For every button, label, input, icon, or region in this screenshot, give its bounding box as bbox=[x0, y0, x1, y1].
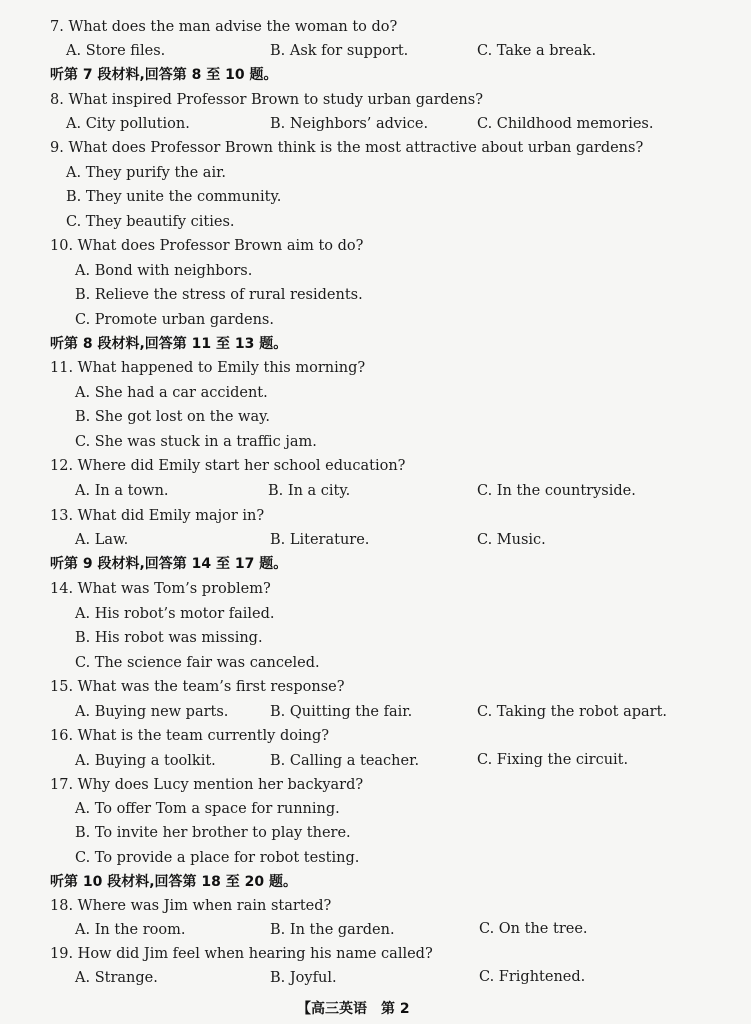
q19-question: 19. How did Jim feel when hearing his name called? bbox=[50, 946, 433, 962]
q16-option-a: A. Buying a toolkit. bbox=[75, 753, 216, 769]
q12-option-c: C. In the countryside. bbox=[477, 483, 636, 499]
q15-option-b: B. Quitting the fair. bbox=[270, 704, 413, 720]
q17-option-b: B. To invite her brother to play there. bbox=[75, 825, 351, 841]
q18-option-b: B. In the garden. bbox=[270, 922, 395, 938]
q16-option-b: B. Calling a teacher. bbox=[270, 753, 420, 769]
page-footer: 【高三英语 第 2 bbox=[297, 1001, 410, 1017]
q13-question: 13. What did Emily major in? bbox=[50, 508, 265, 524]
q11-question: 11. What happened to Emily this morning? bbox=[50, 360, 366, 376]
q16-option-c: C. Fixing the circuit. bbox=[477, 752, 629, 768]
q15-question: 15. What was the team’s first response? bbox=[50, 679, 345, 695]
q17-question: 17. Why does Lucy mention her backyard? bbox=[50, 777, 364, 793]
q8-option-c: C. Childhood memories. bbox=[477, 116, 654, 132]
q12-option-a: A. In a town. bbox=[75, 483, 169, 499]
q16-question: 16. What is the team currently doing? bbox=[50, 728, 329, 744]
q19-option-b: B. Joyful. bbox=[270, 970, 337, 986]
q12-question: 12. Where did Emily start her school education? bbox=[50, 458, 406, 474]
q7-option-b: B. Ask for support. bbox=[270, 43, 409, 59]
q8-option-a: A. City pollution. bbox=[66, 116, 190, 132]
q18-option-c: C. On the tree. bbox=[479, 921, 588, 937]
q12-option-b: B. In a city. bbox=[268, 483, 351, 499]
q8-option-b: B. Neighbors’ advice. bbox=[270, 116, 429, 132]
q9-option-a: A. They purify the air. bbox=[66, 165, 227, 181]
q10-question: 10. What does Professor Brown aim to do? bbox=[50, 238, 364, 254]
q9-question: 9. What does Professor Brown think is the most attractive about urban gardens? bbox=[50, 140, 644, 156]
q7-option-c: C. Take a break. bbox=[477, 43, 597, 59]
section-heading-9: 听第 9 段材料,回答第 14 至 17 题。 bbox=[50, 556, 288, 572]
q7-option-a: A. Store files. bbox=[66, 43, 166, 59]
section-heading-7: 听第 7 段材料,回答第 8 至 10 题。 bbox=[50, 67, 278, 83]
q11-option-a: A. She had a car accident. bbox=[75, 385, 268, 401]
q10-option-c: C. Promote urban gardens. bbox=[75, 312, 274, 328]
q14-option-a: A. His robot’s motor failed. bbox=[75, 606, 275, 622]
q15-option-c: C. Taking the robot apart. bbox=[477, 704, 668, 720]
q18-question: 18. Where was Jim when rain started? bbox=[50, 898, 332, 914]
q18-option-a: A. In the room. bbox=[75, 922, 186, 938]
q13-option-a: A. Law. bbox=[75, 532, 129, 548]
q14-option-b: B. His robot was missing. bbox=[75, 630, 263, 646]
q13-option-b: B. Literature. bbox=[270, 532, 370, 548]
q7-question: 7. What does the man advise the woman to do? bbox=[50, 19, 398, 35]
q11-option-b: B. She got lost on the way. bbox=[75, 409, 270, 425]
q14-option-c: C. The science fair was canceled. bbox=[75, 655, 320, 671]
q15-option-a: A. Buying new parts. bbox=[75, 704, 229, 720]
q17-option-a: A. To offer Tom a space for running. bbox=[75, 801, 340, 817]
q19-option-a: A. Strange. bbox=[75, 970, 158, 986]
q9-option-b: B. They unite the community. bbox=[66, 189, 282, 205]
q9-option-c: C. They beautify cities. bbox=[66, 214, 235, 230]
q19-option-c: C. Frightened. bbox=[479, 969, 586, 985]
q8-question: 8. What inspired Professor Brown to study urban gardens? bbox=[50, 92, 483, 108]
section-heading-8: 听第 8 段材料,回答第 11 至 13 题。 bbox=[50, 336, 288, 352]
q10-option-b: B. Relieve the stress of rural residents. bbox=[75, 287, 363, 303]
q10-option-a: A. Bond with neighbors. bbox=[75, 263, 253, 279]
q13-option-c: C. Music. bbox=[477, 532, 546, 548]
section-heading-10: 听第 10 段材料,回答第 18 至 20 题。 bbox=[50, 874, 298, 890]
q11-option-c: C. She was stuck in a traffic jam. bbox=[75, 434, 317, 450]
q17-option-c: C. To provide a place for robot testing. bbox=[75, 850, 360, 866]
q14-question: 14. What was Tom’s problem? bbox=[50, 581, 271, 597]
